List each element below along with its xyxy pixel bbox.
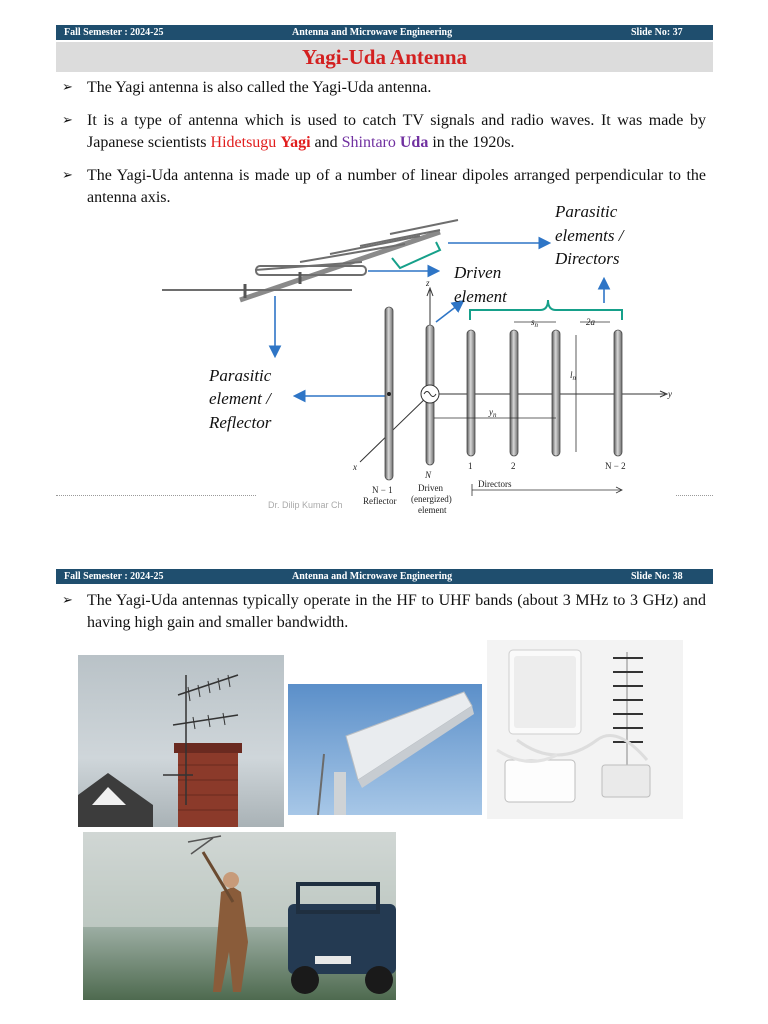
photo-rooftop-yagi <box>78 655 284 827</box>
bullet-text: The Yagi-Uda antenna is made up of a number of linear dipoles arranged perpendicular to the antenna axis. <box>87 167 706 206</box>
bullet-item <box>62 77 706 99</box>
slide-header-bar <box>56 569 713 584</box>
svg-text:element: element <box>418 505 447 515</box>
svg-text:Parasitic: Parasitic <box>209 366 272 385</box>
svg-text:1: 1 <box>468 461 473 471</box>
svg-text:z: z <box>426 278 430 288</box>
slide-number: Slide No: 38 <box>631 571 683 582</box>
photo-panel-antenna <box>288 684 482 815</box>
yagi-uda-diagram <box>0 200 768 520</box>
arrow-bullet-icon: ➢ <box>62 593 73 608</box>
svg-text:ln: $l_n$ <box>570 370 577 382</box>
footer-divider <box>676 495 713 496</box>
bullet-item <box>62 590 706 634</box>
svg-text:Reflector: Reflector <box>363 496 397 506</box>
svg-text:Directors: Directors <box>478 479 512 489</box>
slide-number: Slide No: 37 <box>631 27 683 38</box>
svg-text:Reflector: Reflector <box>209 413 272 432</box>
svg-text:Driven: Driven <box>418 483 443 493</box>
footer-divider <box>56 495 256 496</box>
svg-text:(energized): (energized) <box>411 494 452 504</box>
bullet-text: The Yagi antenna is also called the Yagi-Uda antenna. <box>87 79 432 96</box>
photo-field-tracking <box>83 832 396 1000</box>
svg-text:x: x <box>353 462 357 472</box>
slide-title: Yagi-Uda Antenna <box>56 42 713 72</box>
svg-text:yn: $y_n$ <box>489 407 497 419</box>
photo-booster-kit <box>487 640 683 819</box>
svg-text:2: 2 <box>511 461 516 471</box>
semester-label: Fall Semester : 2024-25 <box>64 27 164 38</box>
svg-text:element: element <box>454 287 507 306</box>
slide-header-bar <box>56 25 713 40</box>
svg-text:N: N <box>425 470 432 480</box>
dimension-lines <box>434 322 622 496</box>
bullet-text: It is a type of antenna which is used to catch TV signals and radio waves. It was made by Japanese scientists Hidetsugu Yagi and Shintaro Uda in the 1920s. <box>87 112 706 151</box>
svg-text:N − 1: N − 1 <box>372 485 393 495</box>
arrow-bullet-icon: ➢ <box>62 113 73 128</box>
svg-text:elements /: elements / <box>555 226 624 245</box>
svg-text:element /: element / <box>209 389 271 408</box>
semester-label: Fall Semester : 2024-25 <box>64 571 164 582</box>
course-label: Antenna and Microwave Engineering <box>292 27 453 38</box>
arrow-bullet-icon: ➢ <box>62 168 73 183</box>
svg-text:Parasitic: Parasitic <box>555 202 618 221</box>
svg-text:Dr. Dilip Kumar Ch: Dr. Dilip Kumar Ch <box>268 500 343 510</box>
bullet-item <box>62 110 706 154</box>
bullet-text: The Yagi-Uda antennas typically operate in the HF to UHF bands (about 3 MHz to 3 GHz) and having high gain and smaller bandwidth. <box>87 592 706 631</box>
svg-text:Directors: Directors <box>555 249 620 268</box>
yagi-antenna-sketch <box>162 220 458 300</box>
svg-text:N − 2: N − 2 <box>605 461 626 471</box>
svg-text:y: y <box>668 389 672 399</box>
svg-text:Driven: Driven <box>454 263 502 282</box>
svg-text:sn: $s_n$ <box>531 317 539 329</box>
svg-text:2a: 2a <box>586 317 595 327</box>
arrow-bullet-icon: ➢ <box>62 80 73 95</box>
course-label: Antenna and Microwave Engineering <box>292 571 453 582</box>
